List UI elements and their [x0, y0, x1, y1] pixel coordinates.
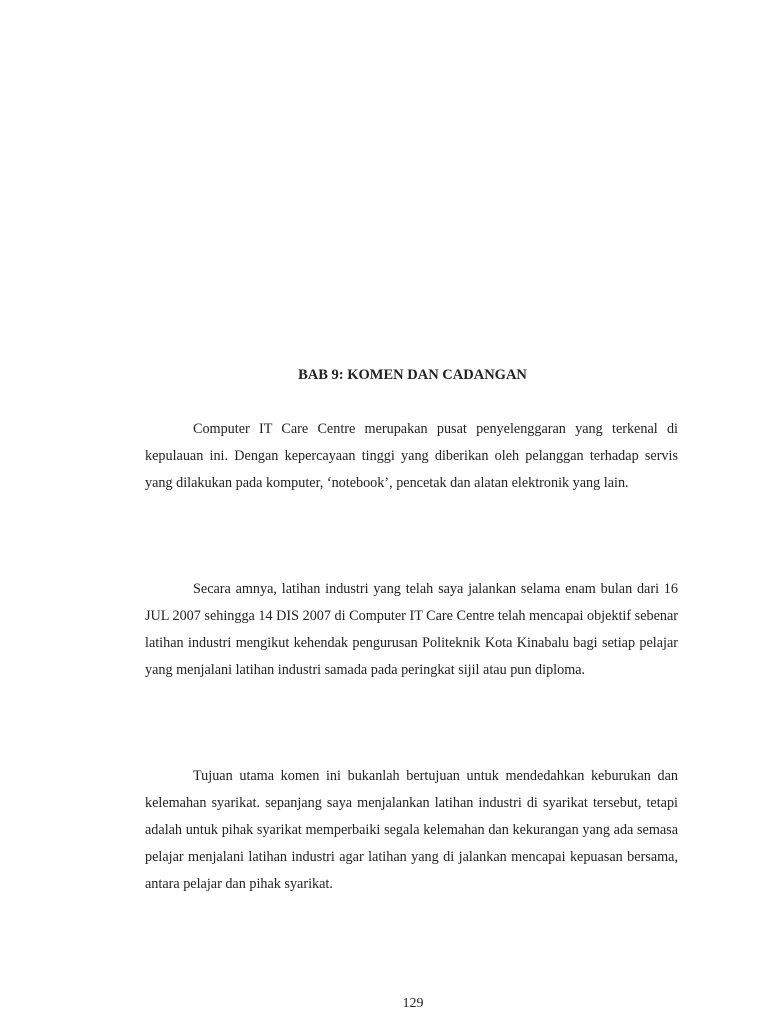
- paragraph-purpose: Tujuan utama komen ini bukanlah bertujuan untuk mendedahkan keburukan dan kelemahan syarikat. sepanjang saya menjalankan latihan industri di syarikat tersebut, tetapi adalah untuk pihak syarikat memperbaiki segala kelemahan dan kekurangan yang ada semasa pelajar menjalani latihan industri agar latihan yang di jalankan mencapai kepuasan bersama, antara pelajar dan pihak syarikat.: [145, 768, 678, 892]
- paragraph-intro: Computer IT Care Centre merupakan pusat penyelenggaran yang terkenal di kepulauan ini. Dengan kepercayaan tinggi yang diberikan oleh pelanggan terhadap servis yang dilakukan pada komputer, ‘notebook’, pencetak dan alatan elektronik yang lain.: [145, 421, 678, 491]
- page-number: 129: [402, 996, 424, 1011]
- chapter-title: BAB 9: KOMEN DAN CADANGAN: [298, 367, 527, 383]
- paragraph-training-summary: Secara amnya, latihan industri yang telah saya jalankan selama enam bulan dari 16 JUL 2007 sehingga 14 DIS 2007 di Computer IT Care Centre telah mencapai objektif sebenar latihan industri mengikut kehendak pengurusan Politeknik Kota Kinabalu bagi setiap pelajar yang menjalani latihan industri samada pada peringkat sijil atau pun diploma.: [145, 581, 678, 678]
